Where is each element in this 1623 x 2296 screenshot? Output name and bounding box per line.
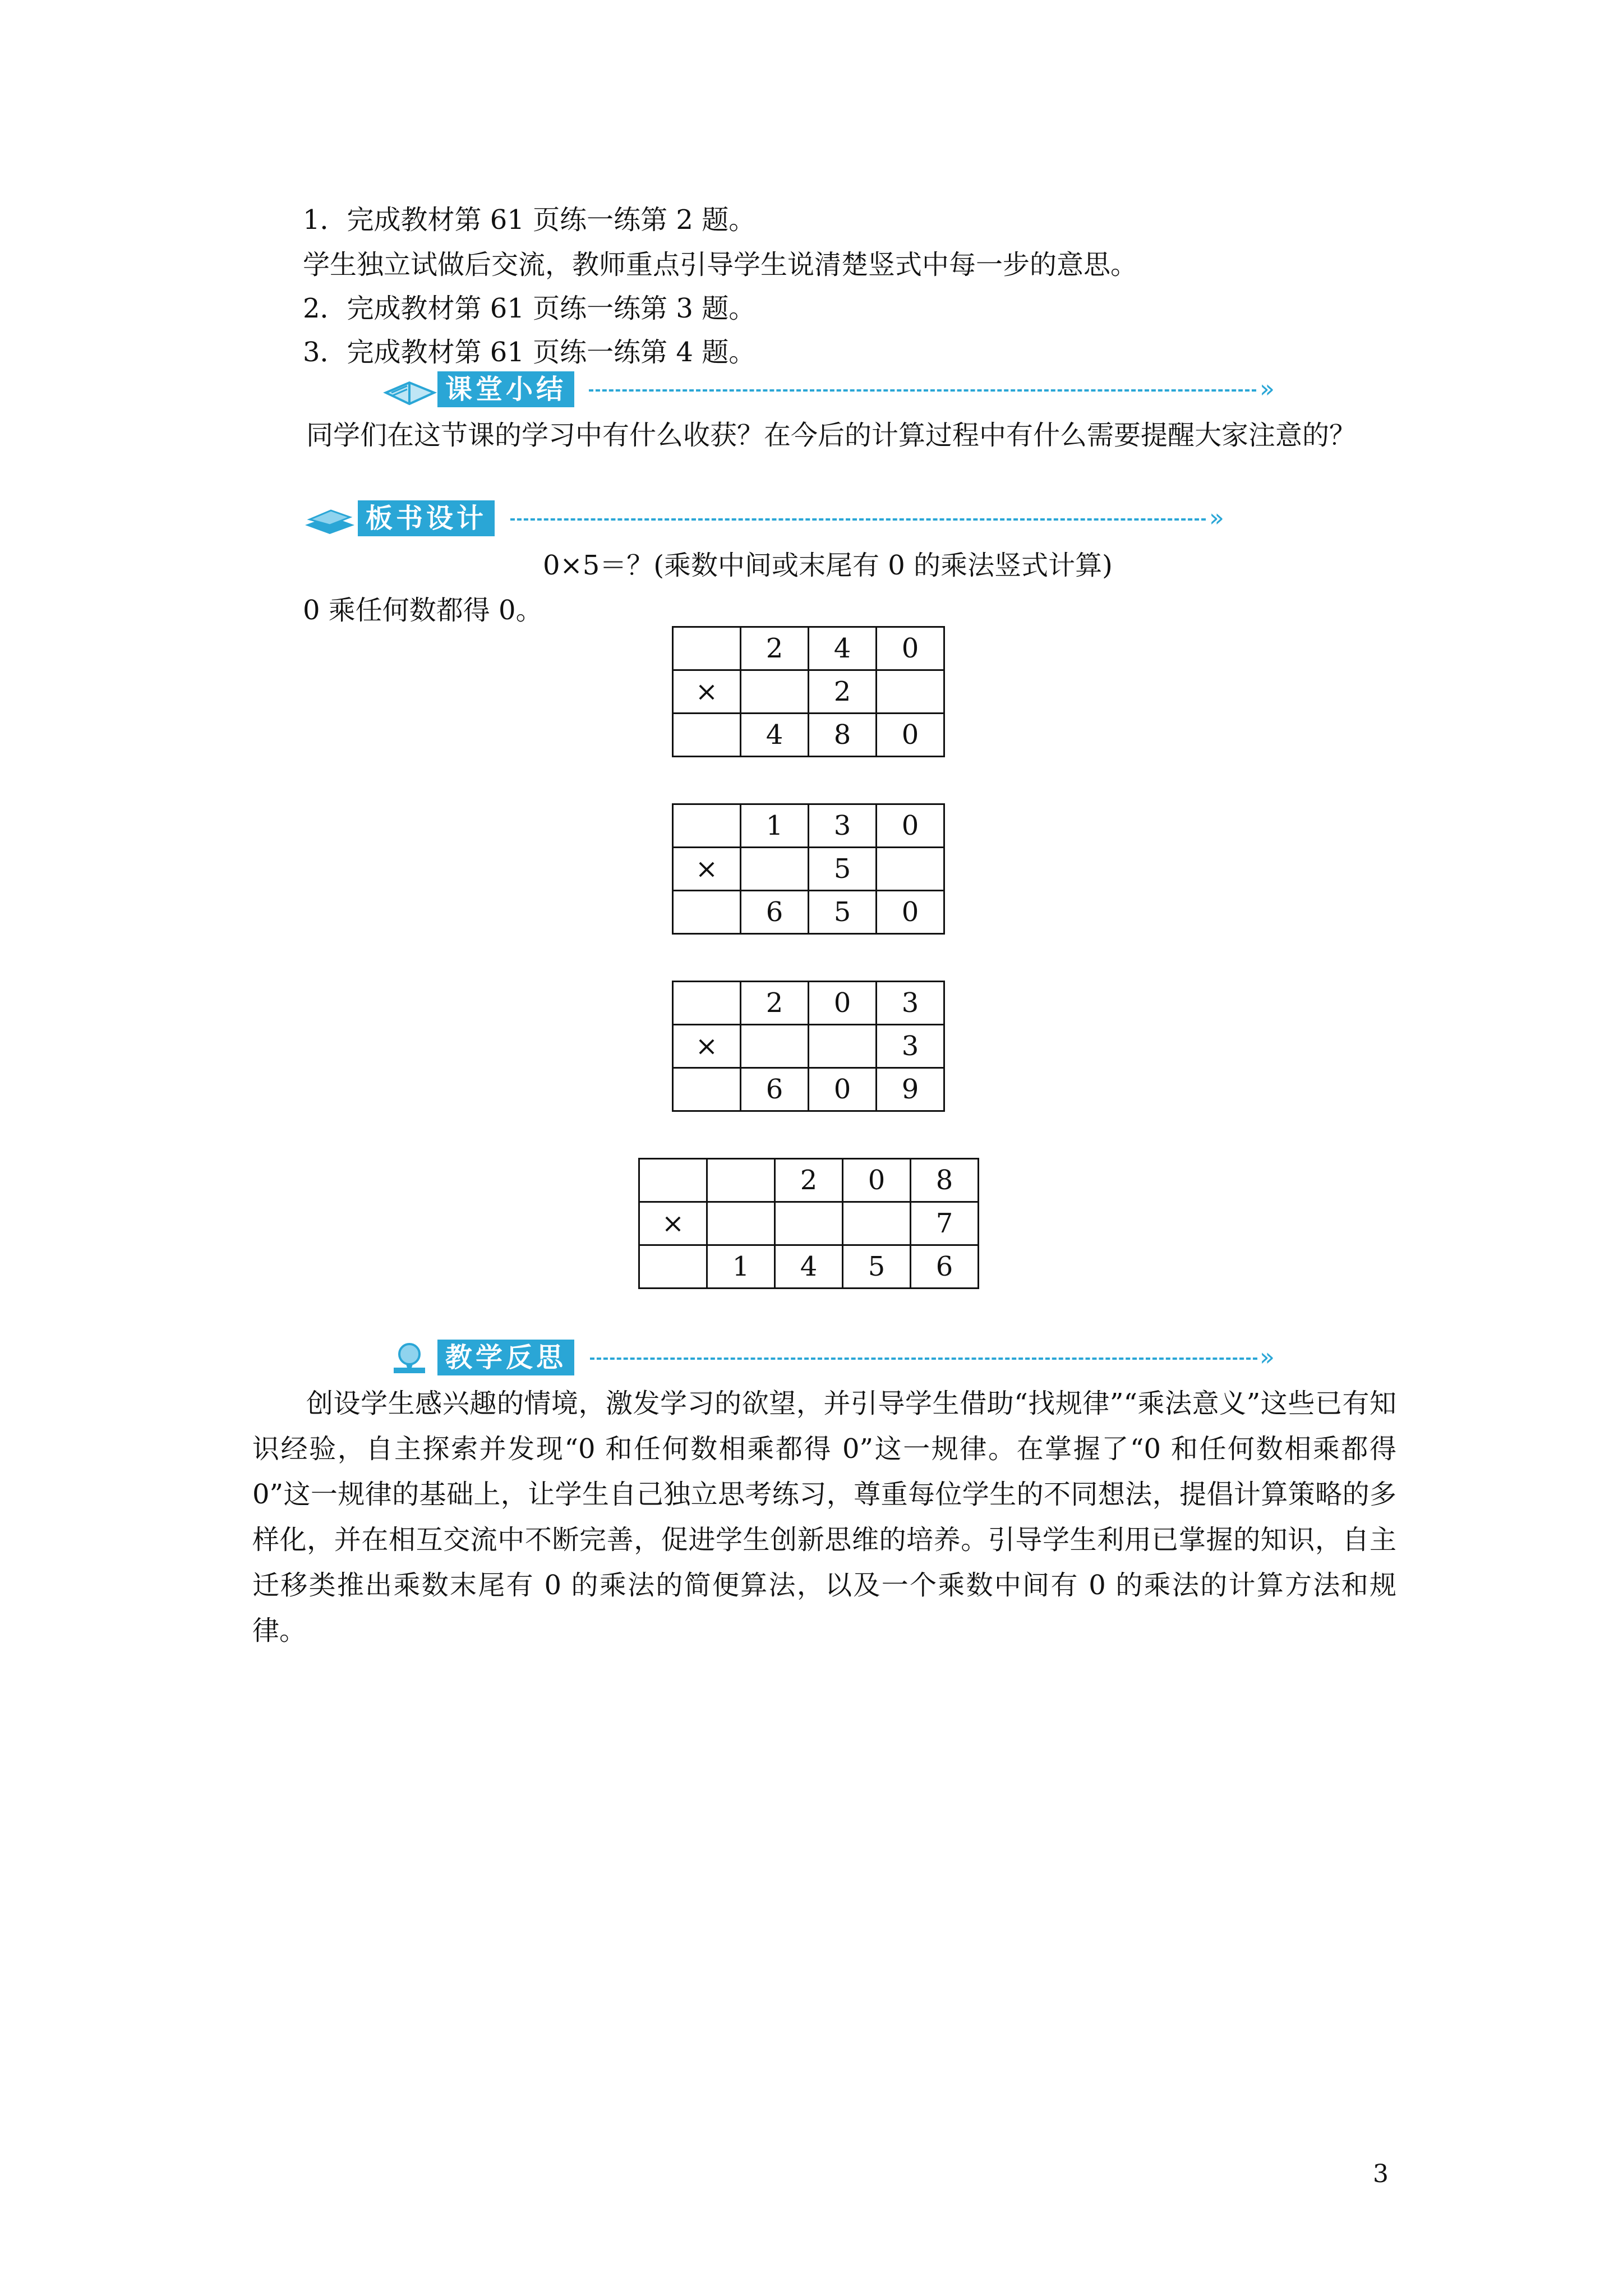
book-stack-icon — [302, 499, 358, 539]
table-cell: 8 — [809, 714, 877, 757]
table-cell: 5 — [809, 848, 877, 891]
table-cell: × — [673, 848, 741, 891]
exercise-1-note: 学生独立试做后交流，教师重点引导学生说清楚竖式中每一步的意思。 — [303, 249, 1138, 280]
table-cell: 5 — [809, 891, 877, 934]
divider — [510, 518, 1206, 521]
double-chevron-icon: » — [1260, 1343, 1275, 1372]
table-cell — [673, 982, 741, 1025]
table-cell: 1 — [707, 1245, 775, 1289]
double-chevron-icon: » — [1209, 504, 1224, 532]
table-cell: 1 — [741, 804, 809, 848]
table-cell: 0 — [809, 1068, 877, 1111]
section-title: 教学反思 — [437, 1340, 574, 1375]
table-cell — [741, 848, 809, 891]
exercise-1: 1．完成教材第 61 页练一练第 2 题。 — [303, 204, 756, 236]
multiplication-240x2 — [672, 626, 945, 757]
table-cell — [639, 1245, 707, 1289]
table-cell — [639, 1159, 707, 1202]
section-header-reflection — [381, 1338, 1312, 1378]
section-header-summary — [381, 370, 1312, 409]
table-cell: 3 — [809, 804, 877, 848]
table-cell: 0 — [877, 891, 944, 934]
section-header-board — [302, 499, 1255, 539]
table-cell: 2 — [741, 982, 809, 1025]
table-cell: × — [673, 670, 741, 714]
table-cell — [673, 1068, 741, 1111]
table-cell — [673, 714, 741, 757]
table-cell: 2 — [741, 627, 809, 670]
table-cell: 2 — [775, 1159, 843, 1202]
section-title: 板书设计 — [358, 500, 495, 536]
table-cell: 4 — [775, 1245, 843, 1289]
table-cell: 5 — [843, 1245, 911, 1289]
table-cell — [741, 1025, 809, 1068]
table-cell: 0 — [877, 714, 944, 757]
table-cell: 7 — [911, 1202, 979, 1245]
table-cell — [741, 670, 809, 714]
table-cell: 4 — [741, 714, 809, 757]
table-cell: 2 — [809, 670, 877, 714]
exercise-3: 3．完成教材第 61 页练一练第 4 题。 — [303, 337, 756, 368]
multiplication-130x5 — [672, 803, 945, 935]
table-cell — [673, 891, 741, 934]
table-cell: 9 — [877, 1068, 944, 1111]
board-heading: 0×5＝？(乘数中间或末尾有 0 的乘法竖式计算) — [543, 550, 1113, 581]
exercise-2: 2．完成教材第 61 页练一练第 3 题。 — [303, 293, 756, 324]
table-cell — [877, 670, 944, 714]
double-chevron-icon: » — [1260, 375, 1275, 403]
board-rule: 0 乘任何数都得 0。 — [303, 595, 543, 626]
table-cell: × — [639, 1202, 707, 1245]
table-cell: × — [673, 1025, 741, 1068]
divider — [590, 1358, 1257, 1360]
table-cell: 8 — [911, 1159, 979, 1202]
table-cell: 0 — [843, 1159, 911, 1202]
table-cell — [843, 1202, 911, 1245]
table-cell: 0 — [877, 804, 944, 848]
table-cell — [707, 1159, 775, 1202]
multiplication-208x7 — [638, 1158, 979, 1289]
table-cell: 6 — [741, 1068, 809, 1111]
table-cell — [775, 1202, 843, 1245]
lamp-icon — [381, 1338, 437, 1378]
multiplication-203x3 — [672, 981, 945, 1112]
divider — [589, 389, 1256, 392]
table-cell: 0 — [809, 982, 877, 1025]
table-cell: 3 — [877, 1025, 944, 1068]
table-cell — [673, 627, 741, 670]
reflection-text: 创设学生感兴趣的情境，激发学习的欲望，并引导学生借助“找规律”“乘法意义”这些已有知识经验，自主探索并发现“0 和任何数相乘都得 0”这一规律。在掌握了“0 和任何数相乘都得 0”这一规律的基础上，让学生自己独立思考练习，尊重每位学生的不同想法，提倡计算策略的多样化，并在相互交流中不断完善，促进学生创新思维的培养。引导学生利用已掌握的知识，自主迁移类推出乘数末尾有 0 的乘法的简便算法，以及一个乘数中间有 0 的乘法的计算方法和规律。 — [252, 1388, 1396, 1646]
table-cell: 4 — [809, 627, 877, 670]
section-title: 课堂小结 — [437, 371, 574, 407]
table-cell: 3 — [877, 982, 944, 1025]
page-number: 3 — [1373, 2160, 1389, 2188]
table-cell — [673, 804, 741, 848]
table-cell — [707, 1202, 775, 1245]
table-cell — [809, 1025, 877, 1068]
table-cell: 0 — [877, 627, 944, 670]
book-icon — [381, 370, 437, 409]
table-cell — [877, 848, 944, 891]
table-cell: 6 — [741, 891, 809, 934]
table-cell: 6 — [911, 1245, 979, 1289]
summary-text: 同学们在这节课的学习中有什么收获？在今后的计算过程中有什么需要提醒大家注意的？ — [306, 420, 1357, 451]
